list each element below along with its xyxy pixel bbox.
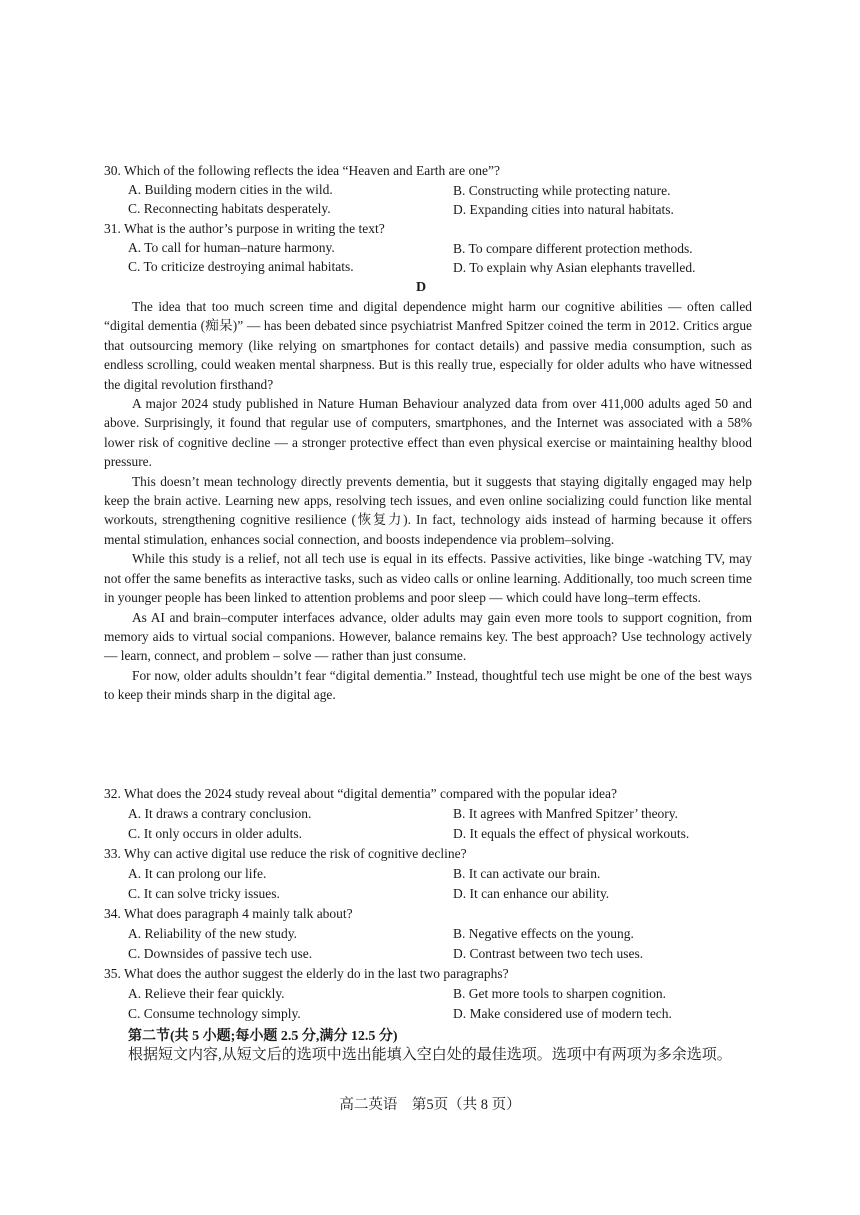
section-letter-d: D: [416, 280, 427, 295]
passage-paragraph-6: For now, older adults shouldn’t fear “digital dementia.” Instead, thoughtful tech use might be one of the best ways to keep their minds sharp in the digital age.: [104, 667, 752, 703]
question-31-stem: 31. What is the author’s purpose in writing the text?: [104, 221, 385, 236]
q30-option-b: B. Constructing while protecting nature.: [453, 183, 671, 198]
q34-option-c: C. Downsides of passive tech use.: [128, 946, 313, 961]
q34-option-b: B. Negative effects on the young.: [453, 926, 634, 941]
q35-option-c: C. Consume technology simply.: [128, 1006, 301, 1021]
q33-option-d: D. It can enhance our ability.: [453, 886, 610, 901]
passage-paragraph-2: A major 2024 study published in Nature Human Behaviour analyzed data from over 411,000 adults aged 50 and above. Surprisingly, it found that regular use of computers, smartphones, and the Internet was associated with a 58% lower risk of cognitive decline — a stronger protective effect than even physical exercise or maintaining healthy blood pressure.: [104, 396, 752, 470]
q30-option-d: D. Expanding cities into natural habitats.: [453, 202, 674, 217]
q33-option-a: A. It can prolong our life.: [128, 866, 267, 881]
q31-option-c: C. To criticize destroying animal habitats.: [128, 259, 354, 274]
q30-option-a: A. Building modern cities in the wild.: [128, 182, 333, 197]
passage-paragraph-1: The idea that too much screen time and digital dependence might harm our cognitive abilities — often called “digital dementia (痴呆)” — has been debated since psychiatrist Manfred Spitzer coined the term in 2012. Critics argue that outsourcing memory (like relying on smartphones for contact details) and passive media consumption, such as endless scrolling, could weaken mental sharpness. But is this really true, especially for older adults who have witnessed the digital revolution firsthand?: [104, 299, 752, 392]
q33-option-b: B. It can activate our brain.: [453, 866, 601, 881]
passage-paragraph-5: As AI and brain–computer interfaces advance, older adults may gain even more tools to support cognition, from memory aids to virtual social companions. However, balance remains key. The best approach? Use technology actively — learn, connect, and problem – solve — rather than just consume.: [104, 609, 752, 664]
passage-paragraph-4: While this study is a relief, not all tech use is equal in its effects. Passive activities, like binge -watching TV, may not offer the same benefits as interactive tasks, such as video calls or online learning. Additionally, too much screen time in younger people has been linked to attention problems and poor sleep — which could have long–term effects.: [104, 551, 752, 606]
question-30-stem: 30. Which of the following reflects the idea “Heaven and Earth are one”?: [104, 163, 500, 178]
page-footer: 高二英语 第5页（共 8 页）: [339, 1097, 521, 1113]
q32-option-c: C. It only occurs in older adults.: [128, 826, 302, 841]
q31-option-b: B. To compare different protection methods.: [453, 241, 693, 256]
section-2-title: 第二节(共 5 小题;每小题 2.5 分,满分 12.5 分): [128, 1029, 398, 1044]
passage-paragraph-3: This doesn’t mean technology directly prevents dementia, but it suggests that staying digitally engaged may help keep the brain active. Learning new apps, resolving tech issues, and even online socializing could function like mental workouts, strengthening cognitive resilience (恢复力). In fact, technology aids instead of harming because it offers mental stimulation, enhances social connection, and boosts independence via problem–solving.: [104, 473, 752, 547]
question-35-stem: 35. What does the author suggest the elderly do in the last two paragraphs?: [104, 966, 509, 981]
q35-option-d: D. Make considered use of modern tech.: [453, 1006, 672, 1021]
question-32-stem: 32. What does the 2024 study reveal about “digital dementia” compared with the popular idea?: [104, 786, 617, 801]
q33-option-c: C. It can solve tricky issues.: [128, 886, 280, 901]
q34-option-a: A. Reliability of the new study.: [128, 926, 297, 941]
question-33-stem: 33. Why can active digital use reduce the risk of cognitive decline?: [104, 846, 467, 861]
reading-passage: [104, 297, 752, 705]
q31-option-d: D. To explain why Asian elephants travelled.: [453, 260, 696, 275]
q32-option-a: A. It draws a contrary conclusion.: [128, 806, 312, 821]
q34-option-d: D. Contrast between two tech uses.: [453, 946, 644, 961]
q35-option-b: B. Get more tools to sharpen cognition.: [453, 986, 666, 1001]
question-34-stem: 34. What does paragraph 4 mainly talk about?: [104, 906, 353, 921]
q32-option-b: B. It agrees with Manfred Spitzer’ theory.: [453, 806, 679, 821]
q32-option-d: D. It equals the effect of physical workouts.: [453, 826, 690, 841]
q35-option-a: A. Relieve their fear quickly.: [128, 986, 285, 1001]
section-2-instructions: 根据短文内容,从短文后的选项中选出能填入空白处的最佳选项。选项中有两项为多余选项。: [128, 1047, 732, 1063]
q30-option-c: C. Reconnecting habitats desperately.: [128, 201, 331, 216]
q31-option-a: A. To call for human–nature harmony.: [128, 240, 335, 255]
